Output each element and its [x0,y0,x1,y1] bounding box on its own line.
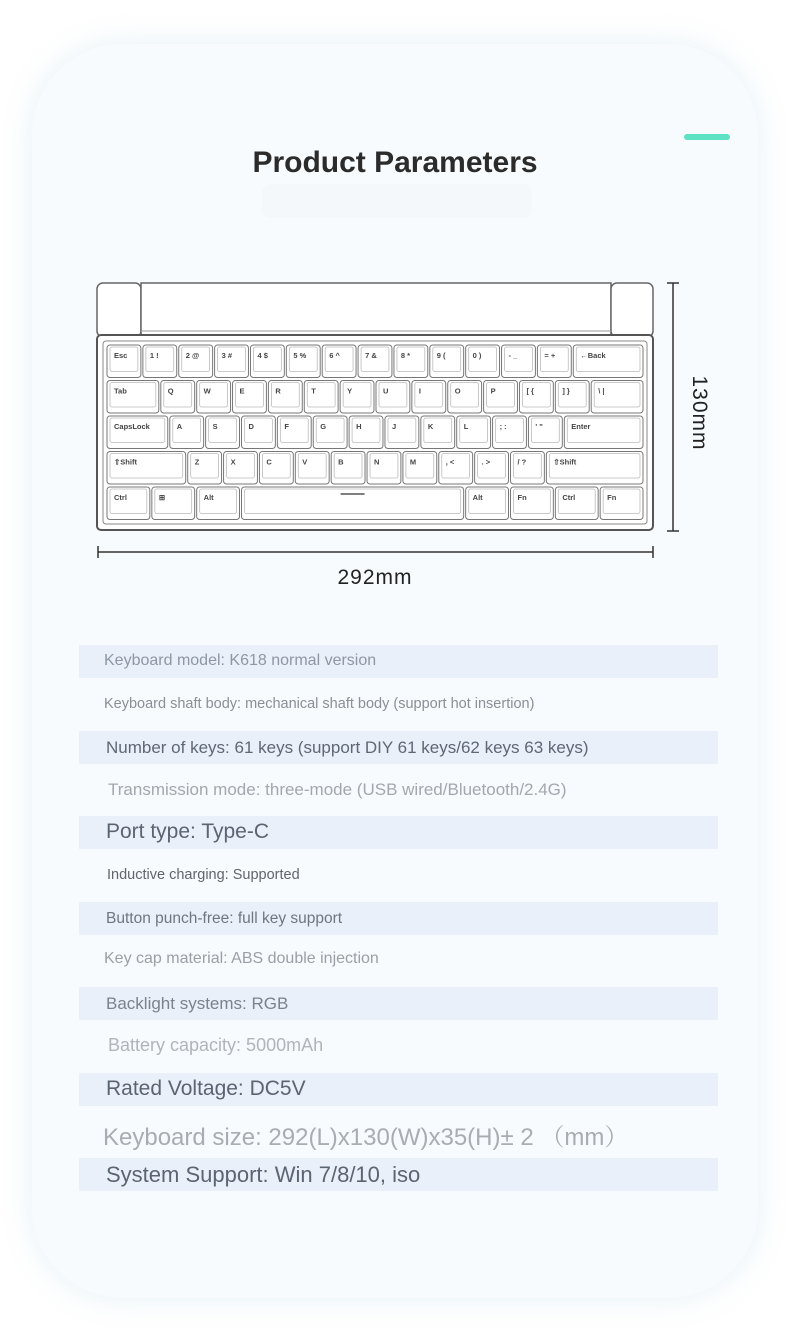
spec-row [79,816,718,849]
keycap [439,452,473,485]
keycap-label: G [320,422,327,431]
keycap [502,345,536,378]
keycap-label: ] } [562,386,570,396]
keycap-label: ←Back [580,351,606,360]
keycap [331,452,365,485]
keycap [412,381,446,414]
keycap-label: - _ [508,351,518,360]
keycap [197,487,240,520]
keycap-label: M [409,457,417,467]
keycap-label: 6 ^ [329,351,340,360]
spec-row [79,902,718,935]
keycap [170,416,204,449]
keycap-label: Y [347,386,353,396]
keycap-label: Tab [114,386,127,396]
keycap [349,416,383,449]
keycap [421,416,455,449]
keycap-label: , < [445,457,455,467]
keycap-label: ⇧Shift [553,457,577,467]
keycap-label: T [311,386,316,396]
spec-text: Inductive charging: Supported [107,867,300,884]
keycap-label: X [230,457,236,467]
spec-text: Number of keys: 61 keys (support DIY 61 keys/62 keys 63 keys) [106,737,589,757]
keycap [528,416,562,449]
keycap-label: Ctrl [562,493,576,502]
spec-text: Transmission mode: three-mode (USB wired/Bluetooth/2.4G) [108,779,567,799]
spec-row [79,645,718,678]
keycap-label: Fn [517,493,527,502]
keycap-label: Ctrl [114,493,127,502]
keycap [277,416,311,449]
keycap [161,381,195,414]
keycap [466,345,500,378]
keycap [394,345,428,378]
keycap [600,487,643,520]
keycap-label: 4 $ [257,351,268,360]
keycap-label: 8 * [400,351,411,360]
stand-left-cap [97,283,141,337]
page-title: Product Parameters [252,146,538,179]
keycap [537,345,571,378]
keyboard-drawing [0,0,790,600]
keycap-label: B [338,457,344,467]
keycaps [107,345,643,520]
keycap [555,487,598,520]
keycap [511,452,545,485]
keycap-label: D [248,422,254,431]
keycap [313,416,347,449]
keycap [564,416,643,449]
keycap [107,416,168,449]
keycap [215,345,249,378]
height-dimension-label: 130mm [688,375,711,451]
keycap-label: 3 # [221,351,233,360]
keycap-label: Esc [114,351,128,360]
keycap-label: W [203,386,211,396]
keycap [546,452,643,485]
keycap-label: U [383,386,389,396]
keycap [143,345,177,378]
keycap [206,416,240,449]
spec-row [79,1029,718,1062]
spec-row [79,688,718,721]
keycap-label: I [418,386,421,396]
keycap-label: [ { [526,386,534,396]
keycap [107,452,186,485]
keycap-label: Q [167,386,174,396]
keycap [484,381,518,414]
spec-row [79,731,718,764]
keycap-label: 1 ! [149,351,159,360]
keycap-label: 9 ( [436,351,446,360]
keycap-label: O [454,386,461,396]
keycap-label: 0 ) [472,351,482,360]
keycap [107,345,141,378]
keycap-label: ⊞ [158,493,166,502]
keycap-label: Fn [607,493,617,502]
stand-bar [141,283,611,337]
spec-row [79,1073,718,1106]
keycap [376,381,410,414]
keycap [259,452,293,485]
keycap-label: 2 @ [185,351,200,360]
keycap [403,452,437,485]
keycap-label: 7 & [365,351,377,360]
width-dimension-label: 292mm [337,566,413,589]
keycap [152,487,195,520]
keycap [385,416,419,449]
keycap [430,345,464,378]
keycap-label: CapsLock [114,422,150,431]
keycap-label: C [266,457,272,467]
keycap-label: 5 % [293,351,307,360]
keycap-label: P [490,386,496,396]
keycap [242,487,464,520]
spec-text: Battery capacity: 5000mAh [108,1035,324,1056]
keycap-label: / ? [517,457,527,467]
keycap [107,381,159,414]
keycap-label: = + [544,351,556,360]
keycap [286,345,320,378]
keycap-label: ' " [535,422,543,431]
keycap [188,452,222,485]
keycap-label: Enter [571,422,591,431]
spec-text: System Support: Win 7/8/10, iso [106,1161,421,1187]
keycap [233,381,267,414]
keycap [268,381,302,414]
keycap [511,487,554,520]
keycap [107,487,150,520]
keycap [475,452,509,485]
keycap-label: N [374,457,380,467]
keycap [367,452,401,485]
keycap-label: J [391,422,397,431]
spec-text: Key cap material: ABS double injection [104,950,379,968]
spec-text: Keyboard size: 292(L)x130(W)x35(H)± 2 （mm） [103,1123,629,1151]
keycap-label: Alt [472,493,483,502]
keycap [340,381,374,414]
keycap-label: K [427,422,434,431]
keycap [179,345,213,378]
keycap [295,452,329,485]
keycap-label: F [284,422,289,431]
keycap [448,381,482,414]
keycap-label: . > [481,457,491,467]
keycap [555,381,589,414]
keycap-label: E [239,386,245,396]
keycap [304,381,338,414]
spec-row [79,1114,718,1151]
keycap-label: H [356,422,362,431]
keycap-label: S [212,422,218,431]
keycap [591,381,643,414]
keycap [242,416,276,449]
spec-row [79,859,718,892]
keycap-label: R [275,386,281,396]
spec-text: Backlight systems: RGB [106,993,289,1013]
keycap [197,381,231,414]
keycap-label: V [302,457,308,467]
keycap-label: Alt [203,493,214,502]
keycap [493,416,527,449]
spec-text: Rated Voltage: DC5V [106,1077,306,1101]
spec-row [79,1158,718,1191]
keycap-label: Z [194,457,200,467]
spec-text: Keyboard model: K618 normal version [104,652,377,670]
spec-text: Port type: Type-C [106,820,270,844]
keycap-label: \ | [598,386,605,396]
stand-right-cap [611,283,653,337]
keycap [224,452,258,485]
keycap-label: A [176,422,183,431]
keycap [322,345,356,378]
spec-row [79,987,718,1020]
keycap-label: ⇧Shift [114,457,137,467]
keycap [250,345,284,378]
spec-row [79,943,718,976]
spec-text: Button punch-free: full key support [106,909,343,927]
spec-row [79,773,718,806]
keycap [358,345,392,378]
keycap [573,345,643,378]
keycap-label: ; : [499,422,507,431]
keycap-label: L [463,422,469,431]
keycap [519,381,553,414]
keycap [466,487,509,520]
spec-text: Keyboard shaft body: mechanical shaft body (support hot insertion) [104,696,535,713]
keycap [457,416,491,449]
